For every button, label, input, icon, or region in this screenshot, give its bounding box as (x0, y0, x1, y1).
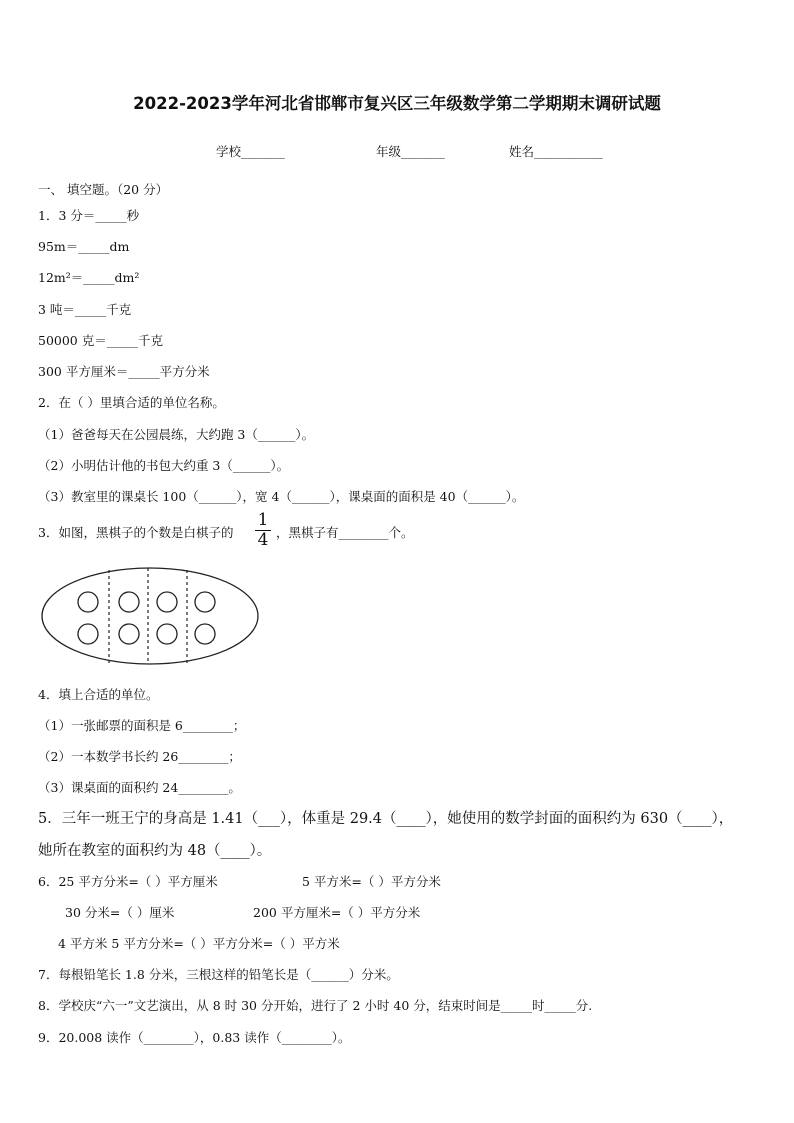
white-piece (119, 624, 139, 644)
q3-text-before: 3．如图，黑棋子的个数是白棋子的 (38, 525, 234, 540)
q4-stem: 4．填上合适的单位。 (38, 687, 159, 702)
q5-line-2: 她所在教室的面积约为 48（____）。 (38, 843, 272, 859)
school-field: 学校_______ (216, 144, 285, 159)
q4-part-2: （2）一本数学书长约 26________； (38, 749, 241, 764)
oval-outline (42, 568, 258, 664)
section-heading: 一、 填空题。（20 分） (38, 182, 169, 197)
q6-item-c: 30 分米=（ ）厘米 (65, 905, 175, 920)
white-piece (195, 624, 215, 644)
fraction-numerator: 1 (257, 510, 269, 530)
q4-part-3: （3）课桌面的面积约 24________。 (38, 780, 241, 795)
q5-line-1: 5．三年一班王宁的身高是 1.41（___），体重是 29.4（____），她使用的数学封面的面积约为 630（____）， (38, 811, 734, 827)
white-piece (157, 624, 177, 644)
q3-fraction (255, 512, 271, 549)
q2-stem: 2．在（ ）里填合适的单位名称。 (38, 395, 225, 410)
q2-part-2: （2）小明估计他的书包大约重 3（______）。 (38, 458, 290, 473)
q6-item-e: 4 平方米 5 平方分米=（ ）平方分米=（ ）平方米 (58, 936, 340, 951)
q2-part-1: （1）爸爸每天在公园晨练，大约跑 3（______）。 (38, 427, 315, 442)
q1-line-f: 300 平方厘米＝_____平方分米 (38, 364, 210, 379)
q6-item-a: 6．25 平方分米=（ ）平方厘米 (38, 874, 218, 889)
q6-item-b: 5 平方米=（ ）平方分米 (302, 874, 441, 889)
q4-part-1: （1）一张邮票的面积是 6________； (38, 718, 246, 733)
q1-line-b: 95m＝_____dm (38, 239, 130, 254)
chess-pieces-figure (40, 564, 262, 668)
q3-text-after: ，黑棋子有________个。 (276, 525, 414, 540)
grade-field: 年级_______ (376, 144, 445, 159)
white-piece (195, 592, 215, 612)
q7-text: 7．每根铅笔长 1.8 分米，三根这样的铅笔长是（______）分米。 (38, 967, 399, 982)
white-piece (157, 592, 177, 612)
fraction-denominator: 4 (257, 530, 269, 550)
q6-item-d: 200 平方厘米=（ ）平方分米 (253, 905, 421, 920)
q1-line-d: 3 吨＝_____千克 (38, 302, 132, 317)
white-piece (119, 592, 139, 612)
q8-text: 8．学校庆“六一”文艺演出，从 8 时 30 分开始，进行了 2 小时 40 分，结束时间是_____时_____分. (38, 998, 593, 1013)
white-piece (78, 592, 98, 612)
page-title: 2022-2023学年河北省邯郸市复兴区三年级数学第二学期期末调研试题 (133, 94, 661, 113)
q9-text: 9．20.008 读作（________），0.83 读作（________）。 (38, 1030, 351, 1045)
q1-line-e: 50000 克＝_____千克 (38, 333, 163, 348)
q1-line-a: 1．3 分＝_____秒 (38, 208, 140, 223)
q1-line-c: 12m²＝_____dm² (38, 270, 140, 285)
q2-part-3: （3）教室里的课桌长 100（______），宽 4（______），课桌面的面积是 40（______）。 (38, 489, 525, 504)
name-field: 姓名___________ (509, 144, 603, 159)
white-piece (78, 624, 98, 644)
